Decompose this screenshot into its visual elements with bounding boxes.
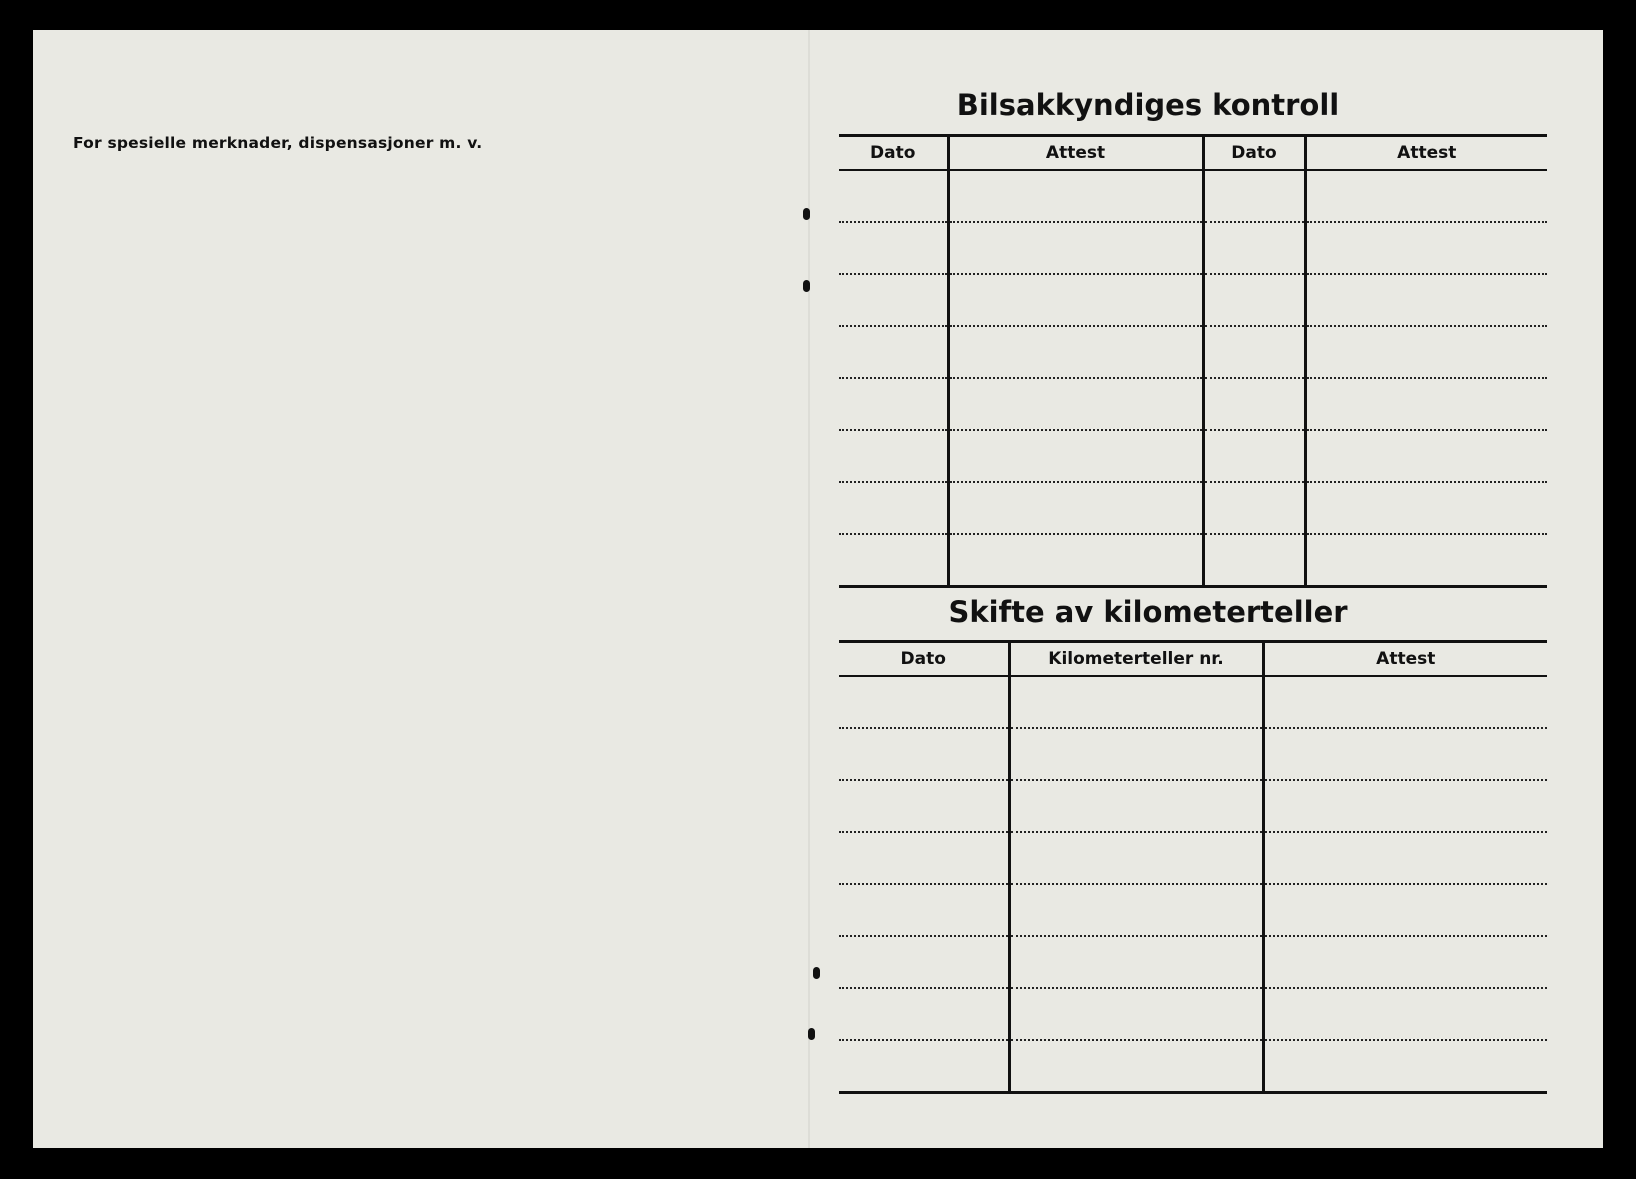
blank-cell — [839, 936, 1009, 988]
table-row — [839, 1040, 1547, 1093]
table-row — [839, 274, 1547, 326]
column-header: Attest — [1305, 136, 1547, 171]
column-header: Dato — [839, 136, 948, 171]
blank-cell — [839, 170, 948, 222]
blank-cell — [1263, 884, 1547, 936]
inspection-title: Bilsakkyndiges kontroll — [956, 88, 1340, 122]
table-row — [839, 728, 1547, 780]
blank-cell — [1203, 222, 1305, 274]
blank-cell — [1009, 676, 1263, 728]
blank-cell — [1203, 482, 1305, 534]
table-row — [839, 430, 1547, 482]
column-header: Kilometerteller nr. — [1009, 642, 1263, 677]
blank-cell — [948, 534, 1203, 587]
blank-cell — [1009, 884, 1263, 936]
inspection-table — [839, 134, 1547, 588]
punch-hole — [813, 967, 820, 979]
column-header: Dato — [839, 642, 1009, 677]
blank-cell — [1305, 170, 1547, 222]
column-header: Attest — [948, 136, 1203, 171]
blank-cell — [1263, 936, 1547, 988]
blank-cell — [1009, 728, 1263, 780]
blank-cell — [839, 728, 1009, 780]
odometer-title: Skifte av kilometerteller — [948, 595, 1348, 629]
blank-cell — [839, 676, 1009, 728]
blank-cell — [839, 780, 1009, 832]
blank-cell — [1009, 780, 1263, 832]
table-row — [839, 222, 1547, 274]
blank-cell — [1009, 1040, 1263, 1093]
blank-cell — [1009, 832, 1263, 884]
table-row — [839, 988, 1547, 1040]
blank-cell — [1305, 430, 1547, 482]
table-row — [839, 936, 1547, 988]
blank-cell — [1263, 676, 1547, 728]
blank-cell — [839, 482, 948, 534]
table-row — [839, 326, 1547, 378]
punch-hole — [808, 1028, 815, 1040]
blank-cell — [1263, 832, 1547, 884]
blank-cell — [1305, 378, 1547, 430]
blank-cell — [1305, 326, 1547, 378]
blank-cell — [839, 326, 948, 378]
blank-cell — [839, 430, 948, 482]
blank-cell — [1263, 780, 1547, 832]
blank-cell — [839, 274, 948, 326]
odometer-table — [839, 640, 1547, 1094]
blank-cell — [1305, 534, 1547, 587]
table-row — [839, 780, 1547, 832]
blank-cell — [839, 884, 1009, 936]
blank-cell — [839, 832, 1009, 884]
blank-cell — [1203, 378, 1305, 430]
column-header: Attest — [1263, 642, 1547, 677]
blank-cell — [1305, 222, 1547, 274]
table-row — [839, 378, 1547, 430]
table-row — [839, 534, 1547, 587]
blank-cell — [948, 430, 1203, 482]
blank-cell — [948, 326, 1203, 378]
blank-cell — [948, 378, 1203, 430]
table-row — [839, 832, 1547, 884]
blank-cell — [839, 378, 948, 430]
blank-cell — [839, 222, 948, 274]
blank-cell — [1009, 988, 1263, 1040]
blank-cell — [1203, 326, 1305, 378]
blank-cell — [1203, 170, 1305, 222]
blank-cell — [1203, 430, 1305, 482]
blank-cell — [1305, 482, 1547, 534]
blank-cell — [948, 482, 1203, 534]
blank-cell — [948, 222, 1203, 274]
blank-cell — [948, 170, 1203, 222]
blank-cell — [1263, 1040, 1547, 1093]
center-fold — [808, 30, 810, 1148]
blank-cell — [1263, 988, 1547, 1040]
column-header: Dato — [1203, 136, 1305, 171]
blank-cell — [1263, 728, 1547, 780]
blank-cell — [948, 274, 1203, 326]
form-sheet — [33, 30, 1603, 1148]
table-row — [839, 482, 1547, 534]
remarks-label: For spesielle merknader, dispensasjoner m. v. — [73, 134, 483, 152]
blank-cell — [839, 534, 948, 587]
blank-cell — [1009, 936, 1263, 988]
blank-cell — [1203, 534, 1305, 587]
table-row — [839, 676, 1547, 728]
blank-cell — [1305, 274, 1547, 326]
table-row — [839, 170, 1547, 222]
table-row — [839, 884, 1547, 936]
blank-cell — [1203, 274, 1305, 326]
punch-hole — [803, 208, 810, 220]
punch-hole — [803, 280, 810, 292]
blank-cell — [839, 1040, 1009, 1093]
blank-cell — [839, 988, 1009, 1040]
